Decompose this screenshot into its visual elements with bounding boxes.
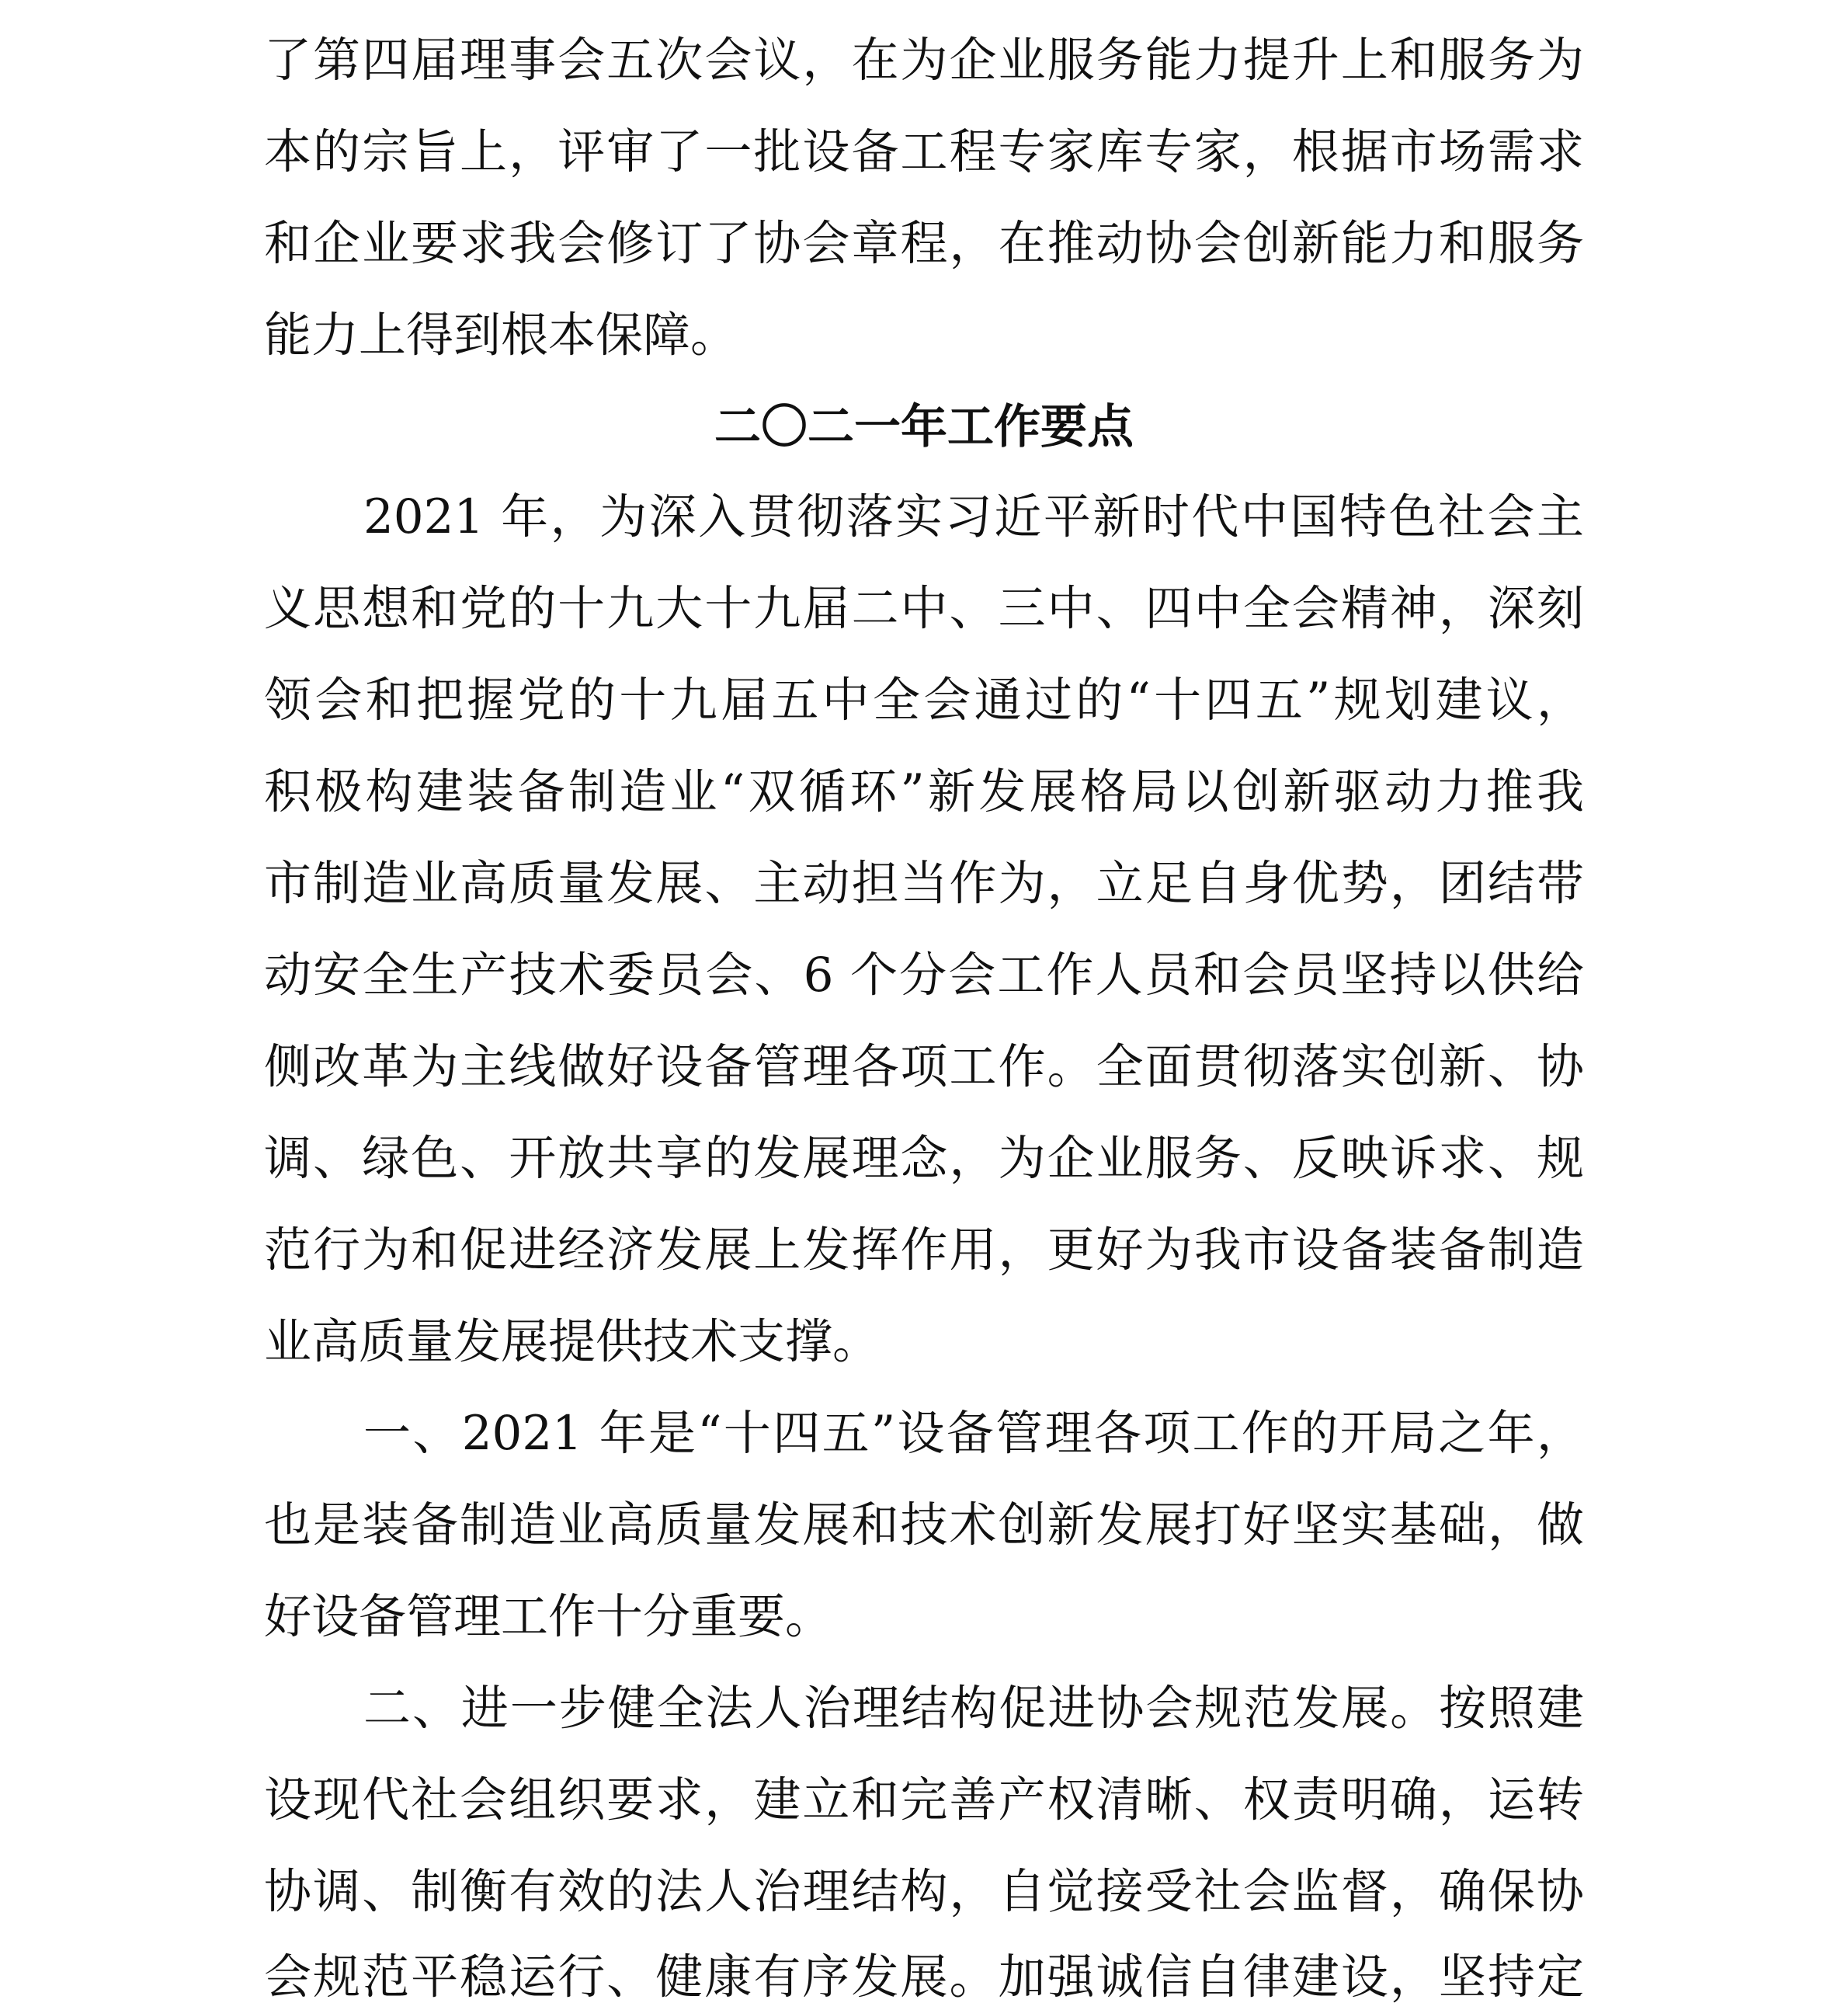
para3-line-4: 会规范平稳运行、健康有序发展。加强诚信自律建设，坚持定 <box>264 1949 1584 2005</box>
para1-line-9: 范行为和促进经济发展上发挥作用，更好为我市设备装备制造 <box>264 1222 1584 1278</box>
para3-line-1: 二、进一步健全法人治理结构促进协会规范发展。按照建 <box>363 1681 1584 1736</box>
intro-line-1: 了第四届理事会五次会议，在为企业服务能力提升上和服务为 <box>264 33 1584 88</box>
para1-line-6: 动安全生产技术委员会、6 个分会工作人员和会员坚持以供给 <box>264 948 1584 1003</box>
intro-line-3: 和企业要求我会修订了协会章程，在推动协会创新能力和服务 <box>264 216 1584 271</box>
para3-line-3: 协调、制衡有效的法人治理结构，自觉接受社会监督，确保协 <box>264 1864 1584 1919</box>
para2-line-1: 一、2021 年是“十四五”设备管理各项工作的开局之年， <box>363 1406 1584 1461</box>
para1-line-1: 2021 年，为深入贯彻落实习近平新时代中国特色社会主 <box>363 489 1584 544</box>
intro-line-4: 能力上得到根本保障。 <box>264 308 738 363</box>
para1-line-5: 市制造业高质量发展、主动担当作为，立足自身优势，团结带 <box>264 856 1584 911</box>
para1-line-3: 领会和把握党的十九届五中全会通过的“十四五”规划建议， <box>264 673 1584 728</box>
para1-line-8: 调、绿色、开放共享的发展理念，为企业服务、反映诉求、规 <box>264 1131 1584 1186</box>
para1-line-7: 侧改革为主线做好设备管理各项工作。全面贯彻落实创新、协 <box>264 1039 1584 1094</box>
para1-line-2: 义思想和党的十九大十九届二中、三中、四中全会精神，深刻 <box>264 581 1584 636</box>
para1-line-10: 业高质量发展提供技术支撑。 <box>264 1314 881 1369</box>
para2-line-3: 好设备管理工作十分重要。 <box>264 1589 833 1644</box>
para2-line-2: 也是装备制造业高质量发展和技术创新发展打好坚实基础，做 <box>264 1497 1584 1553</box>
section-heading: 二〇二一年工作要点 <box>714 400 1134 454</box>
intro-line-2: 本的宗旨上，评审了一批设备工程专家库专家，根据市场需求 <box>264 124 1584 179</box>
para1-line-4: 积极构建装备制造业“双循环”新发展格局以创新驱动力推我 <box>264 764 1584 819</box>
para3-line-2: 设现代社会组织要求，建立和完善产权清晰、权责明确，运转 <box>264 1772 1584 1827</box>
